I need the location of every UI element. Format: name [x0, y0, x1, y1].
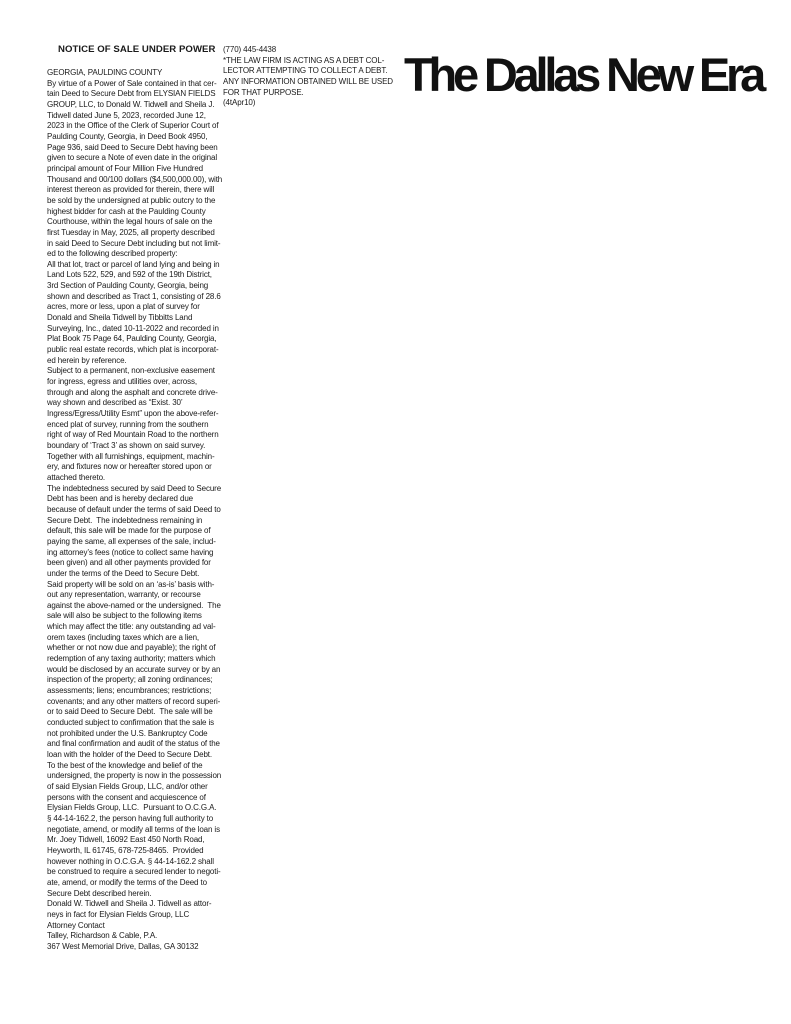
notice-line: interest thereon as provided for therein, there will: [47, 185, 215, 195]
notice-line: Courthouse, within the legal hours of sale on the: [47, 217, 213, 227]
notice-line: orem taxes (including taxes which are a lien,: [47, 632, 200, 642]
notice-line: negotiate, amend, or modify all terms of the loan is: [47, 824, 220, 834]
notice-line: *THE LAW FIRM IS ACTING AS A DEBT COL-: [223, 55, 385, 65]
notice-line: GROUP, LLC, to Donald W. Tidwell and Sheila J.: [47, 99, 215, 109]
notice-line: ed herein by reference.: [47, 355, 127, 365]
notice-line: undersigned, the property is now in the possession: [47, 771, 222, 781]
notice-body: [47, 68, 223, 952]
notice-line: through and along the asphalt and concrete drive-: [47, 387, 218, 397]
notice-line: highest bidder for cash at the Paulding County: [47, 206, 206, 216]
notice-line: By virtue of a Power of Sale contained in that cer-: [47, 78, 217, 88]
notice-line: GEORGIA, PAULDING COUNTY: [47, 68, 163, 77]
notice-line: 2023 in the Office of the Clerk of Superior Court of: [47, 121, 219, 131]
notice-line: Elysian Fields Group, LLC. Pursuant to O.C.G.A.: [47, 803, 217, 813]
notice-line: which may affect the title: any outstanding ad val-: [47, 622, 216, 632]
notice-line: whether or not now due and payable); the right of: [47, 643, 216, 653]
notice-line: Secure Debt described herein.: [47, 888, 152, 898]
notice-title: NOTICE OF SALE UNDER POWER: [58, 44, 216, 55]
notice-line: however nothing in O.C.G.A. § 44-14-162.2 shall: [47, 856, 214, 866]
notice-line: § 44-14-162.2, the person having full authority to: [47, 813, 214, 823]
notice-line: redemption of any taxing authority; matters which: [47, 654, 216, 664]
notice-line: Donald and Sheila Tidwell by Tibbitts Land: [47, 313, 193, 323]
notice-line: Tidwell dated June 5, 2023, recorded June 12,: [47, 110, 206, 120]
notice-line: To the best of the knowledge and belief of the: [47, 760, 203, 770]
notice-line: paying the same, all expenses of the sale, includ-: [47, 536, 216, 546]
notice-line: principal amount of Four Million Five Hundred: [47, 163, 204, 173]
notice-line: and final confirmation and audit of the status of the: [47, 739, 220, 749]
notice-line: in said Deed to Secure Debt including but not limit-: [47, 238, 221, 248]
notice-line: Ingress/Egress/Utility Esmt” upon the above-refer-: [47, 409, 219, 418]
notice-line: because of default under the terms of said Deed to: [47, 504, 221, 514]
notice-line: (4tApr10): [223, 98, 256, 108]
notice-line: Secure Debt. The indebtedness remaining in: [47, 515, 203, 525]
notice-line: Land Lots 522, 529, and 592 of the 19th District,: [47, 270, 212, 280]
notice-line: out any representation, warranty, or recourse: [47, 590, 201, 600]
notice-line: ery, and fixtures now or hereafter stored upon or: [47, 462, 212, 472]
notice-line: Plat Book 75 Page 64, Paulding County, Georgia,: [47, 334, 217, 344]
notice-line: ing attorney’s fees (notice to collect same having: [47, 547, 214, 557]
notice-line: tain Deed to Secure Debt from ELYSIAN FIELDS: [47, 89, 216, 99]
notice-line: Debt has been and is hereby declared due: [47, 494, 193, 504]
notice-line: Together with all furnishings, equipment, machin-: [47, 451, 215, 461]
notice-line: Mr. Joey Tidwell, 16092 East 450 North Road,: [47, 835, 205, 845]
notice-line: Page 936, said Deed to Secure Debt having been: [47, 142, 218, 152]
notice-line: sale will also be subject to the following items: [47, 611, 202, 621]
notice-line: been given) and all other payments provided for: [47, 558, 211, 568]
notice-line: of said Elysian Fields Group, LLC, and/or other: [47, 781, 208, 791]
notice-line: The indebtedness secured by said Deed to Secure: [47, 483, 222, 493]
notice-line: LECTOR ATTEMPTING TO COLLECT A DEBT.: [223, 66, 388, 76]
notice-line: loan with the holder of the Deed to Secure Debt.: [47, 750, 213, 759]
notice-line: Thousand and 00/100 dollars ($4,500,000.00), with: [47, 174, 223, 184]
notice-line: Surveying, Inc., dated 10-11-2022 and recorded in: [47, 323, 219, 333]
notice-line: boundary of ‘Tract 3’ as shown on said survey.: [47, 440, 206, 450]
notice-line: under the terms of the Deed to Secure Debt.: [47, 568, 200, 578]
notice-line: first Tuesday in May, 2025, all property described: [47, 227, 215, 237]
notice-line: shown and described as Tract 1, consisting of 28.6: [47, 291, 221, 301]
notice-line: Talley, Richardson & Cable, P.A.: [47, 931, 158, 941]
notice-line: All that lot, tract or parcel of land lying and being in: [47, 259, 220, 269]
notice-line: way shown and described as “Exist. 30’: [47, 398, 183, 408]
notice-line: right of way of Red Mountain Road to the northern: [47, 430, 219, 440]
notice-line: 3rd Section of Paulding County, Georgia, being: [47, 281, 209, 291]
notice-line: neys in fact for Elysian Fields Group, LLC: [47, 909, 190, 919]
notice-column-2: [223, 45, 395, 109]
notice-line: be sold by the undersigned at public outcry to the: [47, 195, 216, 205]
notice-line: ate, amend, or modify the terms of the Deed to: [47, 877, 207, 887]
notice-line: 367 West Memorial Drive, Dallas, GA 30132: [47, 941, 199, 951]
notice-line: Heyworth, IL 61745, 678-725-8465. Provided: [47, 845, 204, 855]
notice-line: persons with the consent and acquiescence of: [47, 792, 206, 802]
newspaper-masthead: The Dallas New Era: [404, 48, 763, 101]
notice-line: would be disclosed by an accurate survey or by an: [47, 664, 221, 674]
notice-line: Paulding County, Georgia, in Deed Book 4950,: [47, 131, 208, 141]
notice-line: be construed to require a secured lender to negoti-: [47, 867, 221, 877]
notice-line: conducted subject to confirmation that the sale is: [47, 718, 214, 728]
notice-line: covenants; and any other matters of record superi-: [47, 696, 221, 706]
notice-line: (770) 445-4438: [223, 45, 277, 54]
notice-line: Donald W. Tidwell and Sheila J. Tidwell as attor-: [47, 899, 212, 909]
notice-line: enced plat of survey, running from the southern: [47, 419, 209, 429]
notice-line: Attorney Contact: [47, 920, 105, 930]
notice-line: public real estate records, which plat is incorporat-: [47, 345, 219, 355]
notice-line: default, this sale will be made for the purpose of: [47, 526, 211, 536]
notice-column-1: [47, 44, 223, 952]
notice-line: FOR THAT PURPOSE.: [223, 87, 304, 97]
notice-continuation: [223, 45, 395, 109]
notice-line: ed to the following described property:: [47, 249, 178, 259]
notice-line: inspection of the property; all zoning ordinances;: [47, 675, 213, 685]
notice-line: for ingress, egress and utilities over, across,: [47, 377, 197, 387]
notice-line: Subject to a permanent, non-exclusive easement: [47, 366, 215, 376]
notice-line: against the above-named or the undersigned. The: [47, 600, 221, 610]
notice-line: attached thereto.: [47, 472, 106, 482]
notice-line: or to said Deed to Secure Debt. The sale will be: [47, 707, 213, 717]
notice-line: not prohibited under the U.S. Bankruptcy Code: [47, 728, 208, 738]
notice-line: ANY INFORMATION OBTAINED WILL BE USED: [223, 76, 393, 86]
notice-line: assessments; liens; encumbrances; restrictions;: [47, 686, 212, 696]
notice-line: given to secure a Note of even date in the original: [47, 153, 217, 163]
notice-line: acres, more or less, upon a plat of survey for: [47, 302, 200, 312]
notice-line: Said property will be sold on an ‘as-is’ basis with-: [47, 579, 215, 589]
